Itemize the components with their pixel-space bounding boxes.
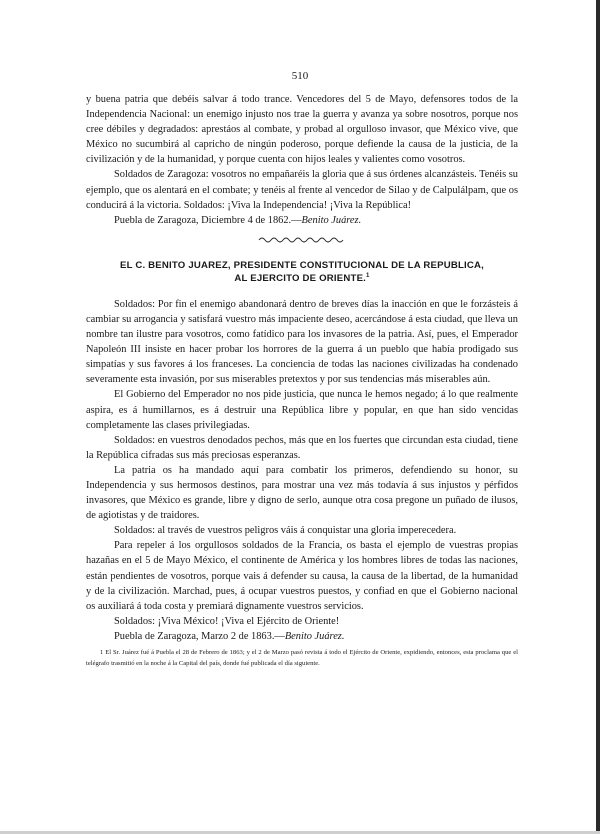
footnote: 1 El Sr. Juárez fué á Puebla el 28 de Febrero de 1863; y el 2 de Marzo pasó revista á todo el Ejército de Oriente, expidiendo, entonces, esta proclama que el telégrafo trasmitió en la noche á la Capital del país, donde fué publicada el día siguiente. bbox=[86, 649, 518, 667]
paragraph-5: Soldados: en vuestros denodados pechos, más que en los fuertes que circundan esta ciudad, tiene la República cifradas sus más preciosas esperanzas. bbox=[86, 434, 518, 461]
paragraph-2: Soldados de Zaragoza: vosotros no empañaréis la gloria que á sus órdenes alcanzásteis. Tenéis su ejemplo, que os alentará en el combate; y tenéis al frente al vencedor de Silao y de Calpulálpam, que os conducirá á la victoria. Soldados: ¡Viva la Independencia! ¡Viva la República! bbox=[86, 169, 518, 211]
proclamation-heading bbox=[86, 259, 518, 285]
signature: Benito Juárez. bbox=[301, 214, 362, 226]
closing-line-2 bbox=[86, 629, 518, 644]
heading-line-1: EL C. BENITO JUAREZ, PRESIDENTE CONSTITUCIONAL DE LA REPUBLICA, bbox=[119, 259, 485, 271]
heading-line-2-text: AL EJERCITO DE ORIENTE. bbox=[234, 272, 367, 284]
footnote-marker: 1 bbox=[366, 272, 370, 279]
page-number: 510 bbox=[291, 70, 309, 82]
heading-line-2 bbox=[86, 272, 518, 285]
paragraph-3: Soldados: Por fin el enemigo abandonará dentro de breves días la inacción en que le forzásteis á cambiar su arrogancia y satisfará vuestro más impaciente deseo, acercándose á esta ciudad, que lleva un nombre tan ilustre para vosotros, como fatídico para los invasores de la patria. Así, pues, el Emperador Napoleón III insiste en hacer probar los horrores de la guerra á un pueblo que había prodigado sus simpatías y sus favores á los franceses. La conciencia de todas las naciones civilizadas ha condenado severamente esta invasión, por sus miserables pretextos y por sus tendencias más miserables aún. bbox=[86, 298, 518, 386]
wavy-ornament-divider bbox=[257, 235, 347, 245]
closing-place-date: Puebla de Zaragoza, Marzo 2 de 1863.— bbox=[114, 630, 285, 642]
paragraph-7: Soldados: al través de vuestros peligros váis á conquistar una gloria imperecedera. bbox=[114, 525, 457, 537]
signature: Benito Juárez. bbox=[284, 630, 345, 642]
paragraph-6: La patria os ha mandado aquí para combatir los primeros, defendiendo su honor, su Independencia y sus hermosos destinos, para mostrar una vez más todavía á sus injustos y pérfidos invasores, que México es grande, libre y digno de serlo, aunque otra cosa pregone un puñado de ilusos, de agiotistas y de traidores. bbox=[86, 464, 518, 522]
text-column bbox=[86, 92, 518, 669]
paragraph-1: y buena patria que debéis salvar á todo trance. Vencedores del 5 de Mayo, defensores todos de la Independencia Nacional: un enemigo injusto nos trae la guerra y avanza ya sobre nosotros, porque nos cree débiles y degradados: aprestáos al combate, y probad al orgulloso invasor, que México vive, que México no sucumbirá al capricho de ningún poderoso, porque defiende la causa de la justicia, de la civilización y de la humanidad, y porque cuenta con hijos leales y valientes como vosotros. bbox=[86, 94, 518, 166]
closing-place-date: Puebla de Zaragoza, Diciembre 4 de 1862.— bbox=[114, 214, 302, 226]
closing-line-1 bbox=[86, 213, 518, 228]
paragraph-9: Soldados: ¡Viva México! ¡Viva el Ejército de Oriente! bbox=[114, 615, 340, 627]
scan-right-edge bbox=[596, 0, 600, 834]
paragraph-8: Para repeler á los orgullosos soldados de la Francia, os basta el ejemplo de vuestras propias hazañas en el 5 de Mayo México, el continente de América y los hombres libres de todas las naciones, están pendientes de vosotros, porque vais á defender su causa, la causa de la libertad, de la humanidad y de la civilización. Marchad, pues, á ocupar vuestros puestos, y confiad en que el Gobierno nacional os auxiliará á toda costa y premiará dignamente vuestros servicios. bbox=[86, 540, 518, 612]
paragraph-4: El Gobierno del Emperador no nos pide justicia, que nunca le hemos negado; á lo que realmente aspira, es á humillarnos, es á destruir una República libre y popular, en que han sido vencidas completamente las clases privilegiadas. bbox=[86, 389, 518, 431]
